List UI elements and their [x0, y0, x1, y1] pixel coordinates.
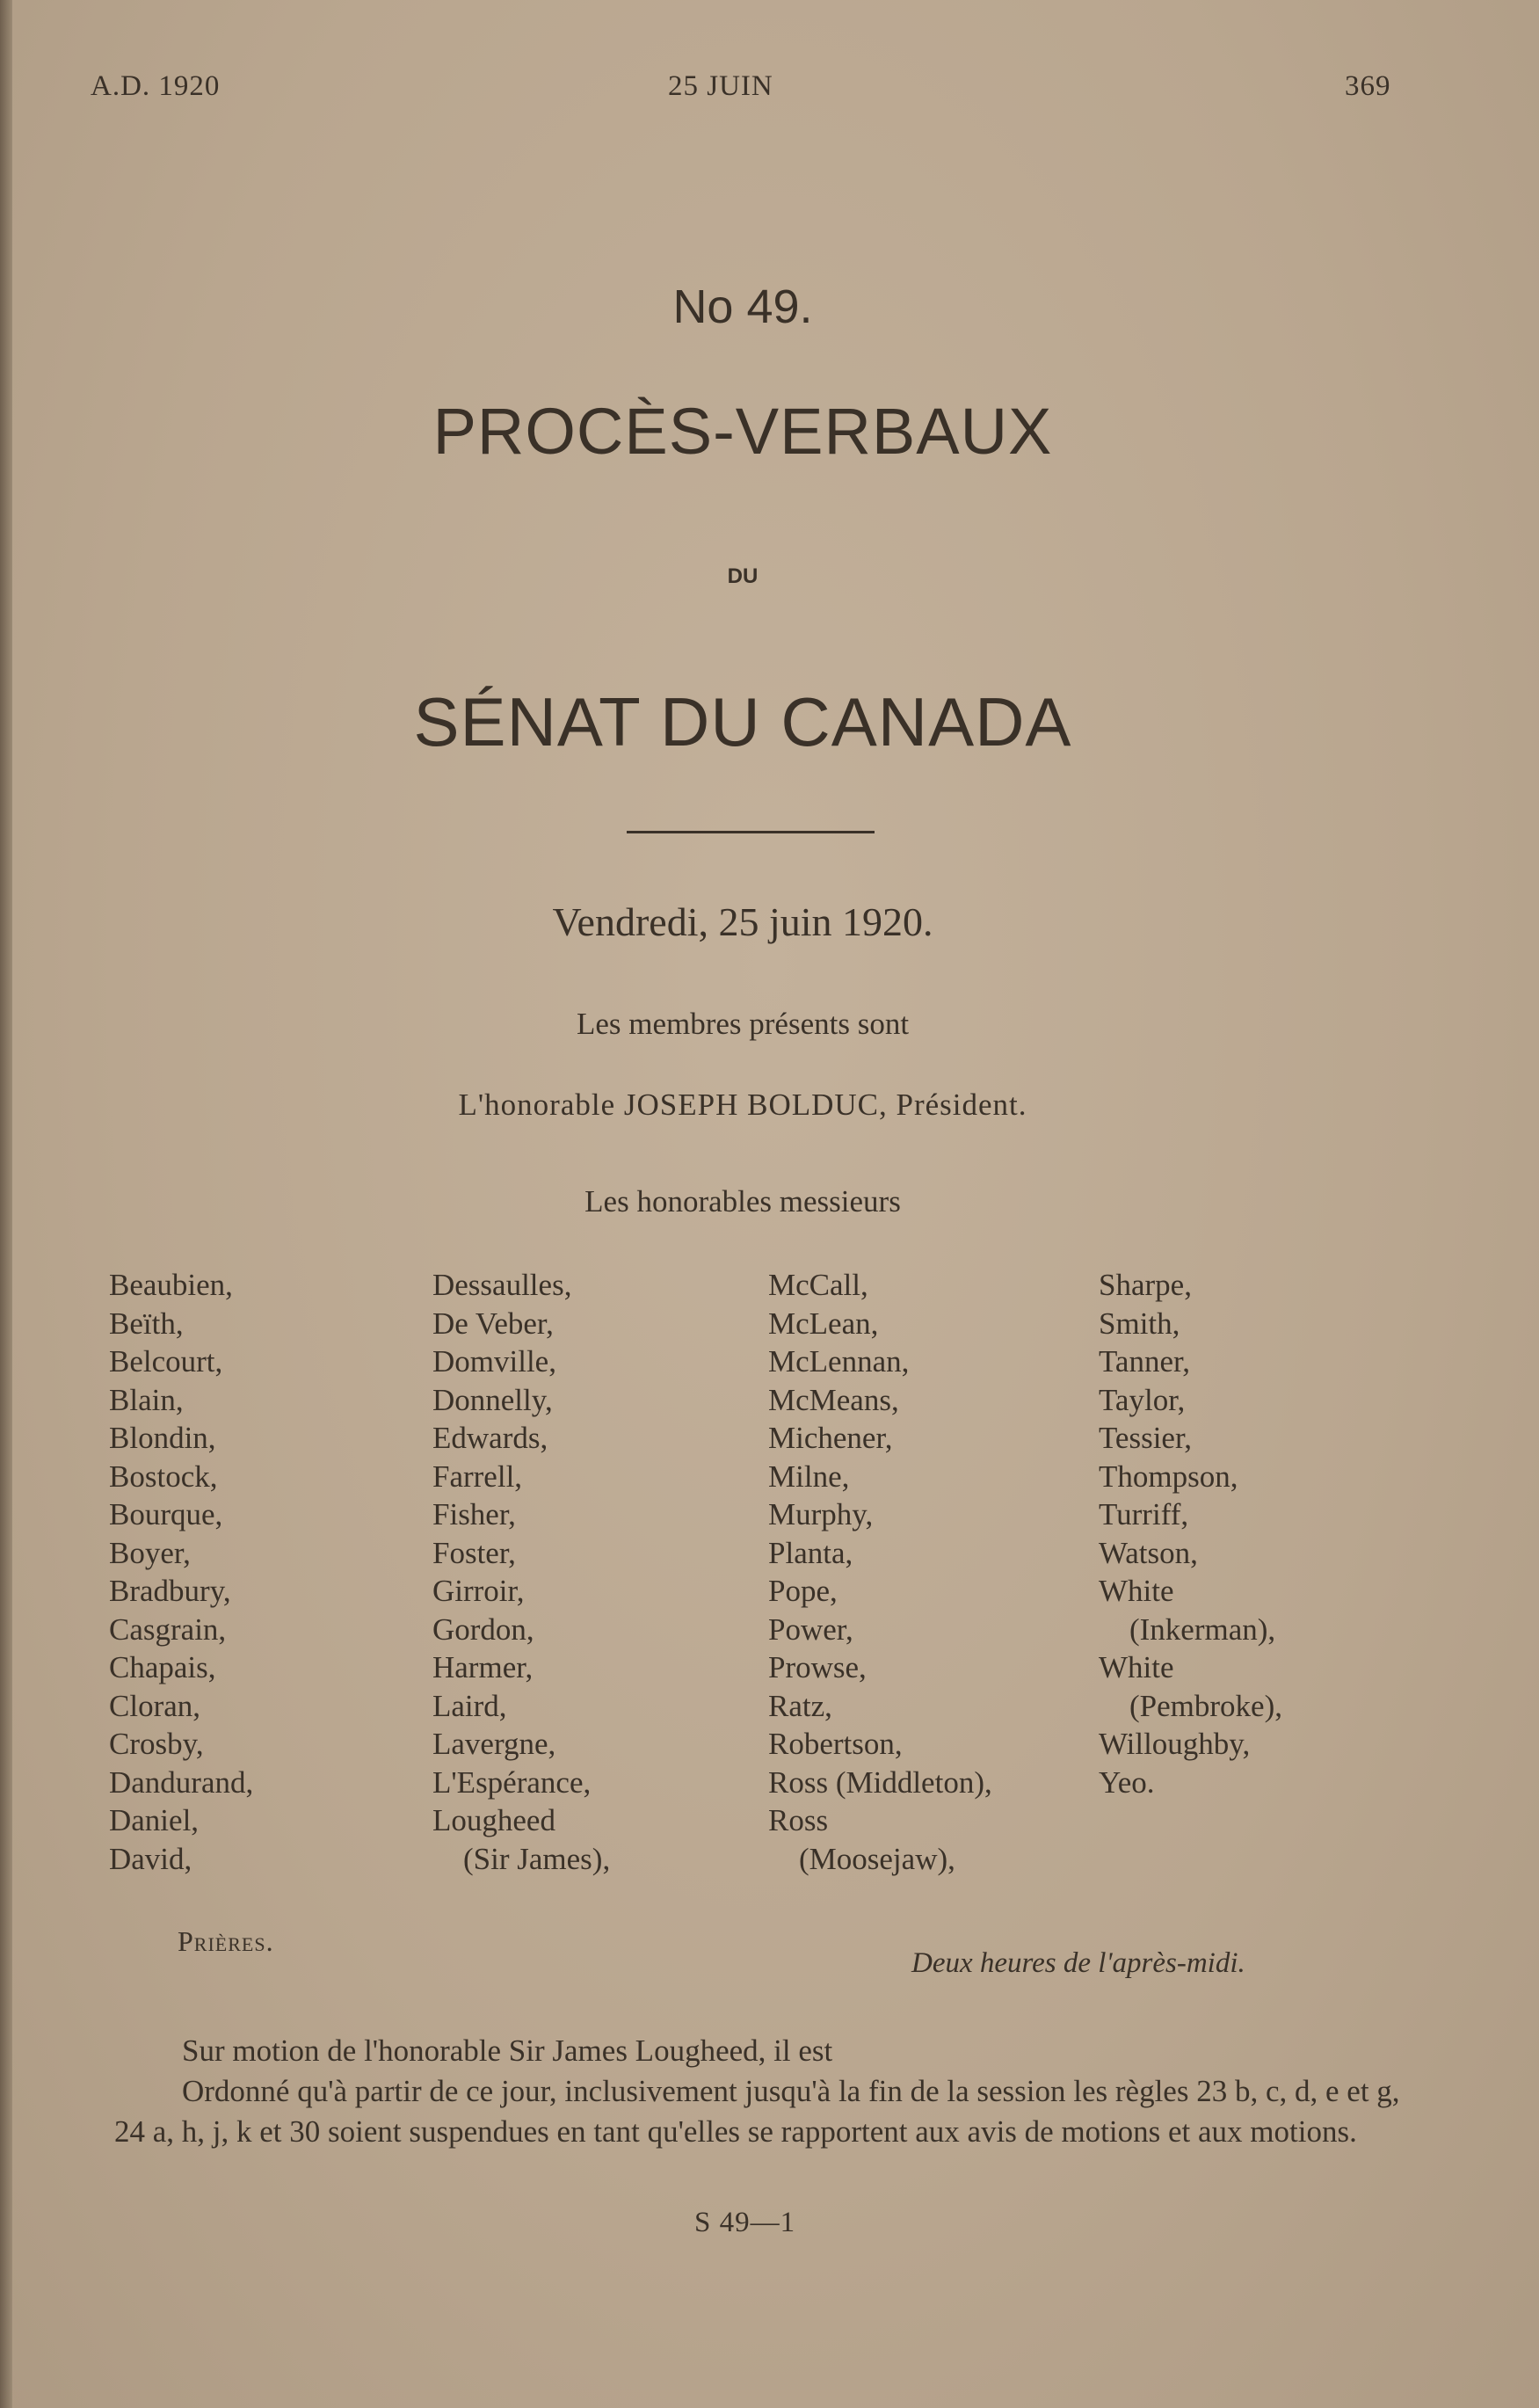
senator-name: Bradbury, — [109, 1574, 231, 1608]
senator-name: Casgrain, — [109, 1611, 227, 1647]
motion-intro: Sur motion de l'honorable Sir James Lougheed, il est — [182, 2033, 833, 2068]
senator-name: Ratz, — [768, 1688, 832, 1723]
senator-name: Ross (Middleton), — [768, 1764, 992, 1800]
president-line: L'honorable JOSEPH BOLDUC, Président. — [458, 1088, 1027, 1122]
issue-number: No 49. — [672, 280, 813, 333]
senator-column-2 — [432, 1266, 610, 1878]
senator-name: Bostock, — [109, 1459, 218, 1494]
senator-name: Boyer, — [109, 1535, 191, 1570]
senator-name: Yeo. — [1099, 1764, 1155, 1800]
senator-name: Dessaulles, — [432, 1268, 572, 1302]
senator-name: Lougheed — [432, 1803, 555, 1837]
sitting-date: Vendredi, 25 juin 1920. — [552, 899, 933, 944]
senator-name: Michener, — [768, 1421, 893, 1455]
senator-name: White — [1099, 1574, 1174, 1608]
senator-name: McLean, — [768, 1306, 879, 1341]
title-proces-verbaux: PROCÈS-VERBAUX — [432, 395, 1053, 468]
senator-name: Daniel, — [109, 1803, 200, 1837]
senator-name: Harmer, — [432, 1650, 534, 1684]
senator-name: Blondin, — [109, 1421, 216, 1455]
members-present-heading: Les membres présents sont — [576, 1007, 910, 1041]
senator-name: (Moosejaw), — [768, 1841, 955, 1876]
senator-name: Robertson, — [768, 1727, 903, 1761]
senator-name: White — [1099, 1650, 1174, 1684]
senator-name: Laird, — [432, 1688, 507, 1723]
senator-name: Pope, — [768, 1574, 838, 1608]
senator-name: Gordon, — [432, 1611, 534, 1647]
senator-name: Smith, — [1099, 1306, 1180, 1341]
senator-name: Taylor, — [1099, 1382, 1186, 1417]
senator-name: (Pembroke), — [1099, 1688, 1282, 1723]
senator-name: David, — [109, 1841, 192, 1876]
senator-name: Donnelly, — [432, 1382, 553, 1417]
senator-name: Domville, — [432, 1344, 556, 1379]
senator-name: Edwards, — [432, 1421, 548, 1455]
title-du: DU — [727, 564, 759, 588]
senator-name: Power, — [768, 1611, 853, 1647]
senator-name: Belcourt, — [109, 1344, 223, 1379]
senator-name: Thompson, — [1099, 1459, 1238, 1494]
title-senate: SÉNAT DU CANADA — [413, 683, 1072, 760]
senator-column-3 — [768, 1266, 992, 1878]
senator-name: McLennan, — [768, 1344, 910, 1379]
senator-name: Cloran, — [109, 1688, 201, 1723]
header-date: 25 JUIN — [668, 70, 773, 102]
senator-name: (Inkerman), — [1099, 1611, 1276, 1647]
senator-name: Murphy, — [768, 1497, 874, 1531]
motion-text — [114, 2031, 1419, 2152]
divider-rule — [627, 831, 875, 833]
senator-name: Girroir, — [432, 1574, 525, 1608]
sitting-time: Deux heures de l'après-midi. — [911, 1947, 1245, 1979]
senator-name: Sharpe, — [1099, 1268, 1192, 1302]
senator-name: Lavergne, — [432, 1727, 556, 1761]
senator-column-1 — [109, 1266, 253, 1878]
header-year: A.D. 1920 — [91, 70, 221, 102]
senator-name: Dandurand, — [109, 1764, 254, 1800]
senator-name: Planta, — [768, 1535, 853, 1570]
senator-column-4 — [1099, 1266, 1282, 1801]
senator-name: Tessier, — [1099, 1421, 1192, 1455]
senator-name: Turriff, — [1099, 1497, 1189, 1531]
senator-name: McMeans, — [768, 1382, 899, 1417]
page-number: 369 — [1345, 70, 1391, 102]
motion-order: Ordonné qu'à partir de ce jour, inclusivement jusqu'à la fin de la session les règles 23 b, c, d, e et g, 24 a, h, j, k et 30 soient suspendues en tant qu'elles se rapportent aux avis de motions et aux motions. — [114, 2074, 1400, 2149]
senator-name: Fisher, — [432, 1497, 516, 1531]
senator-name: De Veber, — [432, 1306, 554, 1341]
senator-name: L'Espérance, — [432, 1764, 592, 1800]
senator-name: Tanner, — [1099, 1344, 1191, 1379]
senator-name: Blain, — [109, 1382, 184, 1417]
senator-name: Beaubien, — [109, 1268, 233, 1302]
senator-name: Farrell, — [432, 1459, 523, 1494]
signature-mark: S 49—1 — [694, 2207, 796, 2238]
prayers-heading: Prières. — [178, 1925, 274, 1957]
senator-name: Ross — [768, 1803, 829, 1837]
senator-name: (Sir James), — [432, 1841, 611, 1876]
senator-name: Prowse, — [768, 1650, 867, 1684]
senator-name: Willoughby, — [1099, 1727, 1251, 1761]
senator-name: Foster, — [432, 1535, 516, 1570]
senator-name: Bourque, — [109, 1497, 223, 1531]
senator-name: Watson, — [1099, 1535, 1198, 1570]
senator-name: Beïth, — [109, 1306, 184, 1341]
senator-name: Chapais, — [109, 1650, 216, 1684]
senator-name: Milne, — [768, 1459, 850, 1494]
senator-name: McCall, — [768, 1268, 868, 1302]
senator-name: Crosby, — [109, 1727, 204, 1761]
senators-heading: Les honorables messieurs — [584, 1184, 901, 1219]
